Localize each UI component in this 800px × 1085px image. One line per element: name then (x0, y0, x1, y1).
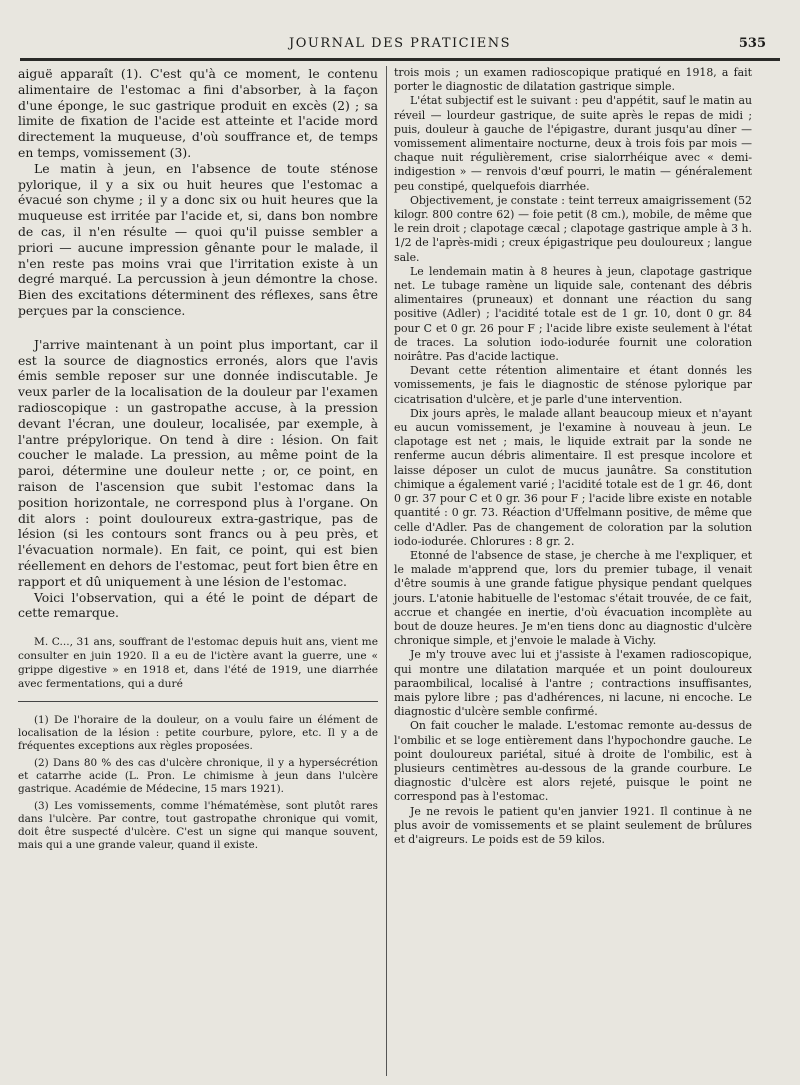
paragraph: Devant cette rétention alimentaire et étant donnés les vomissements, je fais le diagnostic de sténose pylorique par cicatrisation d'ulcère, et je parle d'une intervention. (394, 364, 752, 406)
footnote-rule (18, 701, 378, 702)
running-title: JOURNAL DES PRATICIENS (289, 36, 511, 51)
page-number: 535 (738, 36, 766, 51)
paragraph: On fait coucher le malade. L'estomac remonte au-dessus de l'ombilic et se loge entièrement dans l'hypochondre gauche. Le point douloureux pariétal, situé à droite de l'ombilic, est à plusieurs centimètres au-dessous de la grande courbure. Le diagnostic d'ulcère est alors rejeté, puisque le point ne correspond pas à l'estomac. (394, 719, 752, 804)
footnote: (1) De l'horaire de la douleur, on a voulu faire un élément de localisation de la lésion : petite courbure, pylore, etc. Il y a de fréquentes exceptions aux règles proposées. (18, 714, 378, 753)
paragraph: Le lendemain matin à 8 heures à jeun, clapotage gastrique net. Le tubage ramène un liquide sale, contenant des débris alimentaires (pruneaux) et donnant une réaction du sang positive (Adler) ; l'acidité totale est de 1 gr. 10, dont 0 gr. 84 pour C et 0 gr. 26 pour F ; l'acide libre existe seulement à l'état de traces. La solution iodo-iodurée fournit une coloration noirâtre. Pas d'acide lactique. (394, 264, 752, 364)
paragraph: Voici l'observation, qui a été le point de départ de cette remarque. (18, 589, 378, 621)
right-column (394, 66, 752, 847)
column-divider (386, 66, 387, 1076)
observation-text: M. C..., 31 ans, souffrant de l'estomac depuis huit ans, vient me consulter en juin 1920. Il a eu de l'ictère avant la guerre, une « grippe digestive » en 1918 et, dans l'été de 1919, une diarrhée avec fermentations, qui a duré (18, 636, 378, 691)
paragraph: J'arrive maintenant à un point plus important, car il est la source de diagnostics erronés, alors que l'avis émis semble reposer sur une donnée indiscutable. Je veux parler de la localisation de la douleur par l'examen radioscopique : un gastropathe accuse, à la pression devant l'écran, une douleur, localisée, par exemple, à l'antre prépylorique. On tend à dire : lésion. On fait coucher le malade. La pression, au même point de la paroi, détermine une douleur nette ; or, ce point, en raison de l'ascension que subit l'estomac dans la position horizontale, ne correspond plus à l'organe. On dit alors : point douloureux extra-gastrique, pas de lésion (si les contours sont francs ou à peu près, et l'évacuation normale). En fait, ce point, qui est bien réellement en dehors de l'estomac, peut fort bien être en rapport et dû uniquement à une lésion de l'estomac. (18, 336, 378, 589)
paragraph: Je m'y trouve avec lui et j'assiste à l'examen radioscopique, qui montre une dilatation marquée et un point douloureux paraombilical, localisé à l'antre ; contractions insuffisantes, mais pylore libre ; pas d'adhérences, ni lacune, ni encoche. Le diagnostic d'ulcère semble confirmé. (394, 648, 752, 719)
paragraph: Je ne revois le patient qu'en janvier 1921. Il continue à ne plus avoir de vomissements et se plaint seulement de brûlures et d'aigreurs. Le poids est de 59 kilos. (394, 804, 752, 846)
paragraph: trois mois ; un examen radioscopique pratiqué en 1918, a fait porter le diagnostic de dilatation gastrique simple. (394, 66, 752, 94)
footnote: (3) Les vomissements, comme l'hématémèse, sont plutôt rares dans l'ulcère. Par contre, tout gastropathe chronique qui vomit, doit être suspecté d'ulcère. C'est un signe qui manque souvent, mais qui a une grande valeur, quand il existe. (18, 800, 378, 852)
paragraph: L'état subjectif est le suivant : peu d'appétit, sauf le matin au réveil — lourdeur gastrique, de suite après le repas de midi ; puis, douleur à gauche de l'épigastre, durant jusqu'au dîner — vomissement alimentaire nocturne, deux à trois fois par mois — chaque nuit régulièrement, crise sialorrhéique avec « demi-indigestion » — renvois d'œuf pourri, le matin — généralement peu constipé, quelquefois diarrhée. (394, 94, 752, 193)
paragraph: Dix jours après, le malade allant beaucoup mieux et n'ayant eu aucun vomissement, je l'examine à nouveau à jeun. Le clapotage est net ; mais, le liquide extrait par la sonde ne renferme aucun débris alimentaire. Il est presque incolore et laisse déposer un culot de mucus jaunâtre. Sa constitution chimique a également varié ; l'acidité totale est de 1 gr. 46, dont 0 gr. 37 pour C et 0 gr. 36 pour F ; l'acide libre existe en notable quantité : 0 gr. 73. Réaction d'Uffelmann positive, de même que celle d'Adler. Pas de changement de coloration par la solution iodo-iodurée. Chlorures : 8 gr. 2. (394, 406, 752, 548)
paragraph: Etonné de l'absence de stase, je cherche à me l'expliquer, et le malade m'apprend que, lors du premier tubage, il venait d'être soumis à une grande fatigue physique pendant quelques jours. L'atonie habituelle de l'estomac s'était trouvée, de ce fait, accrue et changée en inertie, d'où évacuation incomplète au bout de douze heures. Je m'en tiens donc au diagnostic d'ulcère chronique simple, et j'envoie le malade à Vichy. (394, 548, 752, 648)
page-header (22, 34, 778, 56)
footnote: (2) Dans 80 % des cas d'ulcère chronique, il y a hypersécrétion et catarrhe acide (L. Pron. Le chimisme à jeun dans l'ulcère gastrique. Académie de Médecine, 15 mars 1921). (18, 757, 378, 796)
paragraph: Objectivement, je constate : teint terreux amaigrissement (52 kilogr. 800 contre 62) — foie petit (8 cm.), mobile, de même que le rein droit ; clapotage cæcal ; clapotage gastrique ample à 3 h. 1/2 de l'après-midi ; creux épigastrique peu douloureux ; langue sale. (394, 193, 752, 264)
header-rule (20, 58, 780, 61)
paragraph: aiguë apparaît (1). C'est qu'à ce moment, le contenu alimentaire de l'estomac a fini d'absorber, à la façon d'une éponge, le suc gastrique produit en excès (2) ; sa limite de fixation de l'acide est atteinte et l'acide mord directement la muqueuse, d'où souffrance et, de temps en temps, vomissement (3). (18, 66, 378, 160)
left-column (18, 66, 378, 852)
paragraph: Le matin à jeun, en l'absence de toute sténose pylorique, il y a six ou huit heures que l'estomac a évacué son chyme ; il y a donc six ou huit heures que la muqueuse est irritée par l'acide et, si, dans bon nombre de cas, il n'en résulte — quoi qu'il puisse sembler a priori — aucune impression gênante pour le malade, il n'en reste pas moins vrai que l'irritation existe à un degré marqué. La percussion à jeun démontre la chose. Bien des excitations déterminent des réflexes, sans être perçues par la conscience. (18, 160, 378, 318)
